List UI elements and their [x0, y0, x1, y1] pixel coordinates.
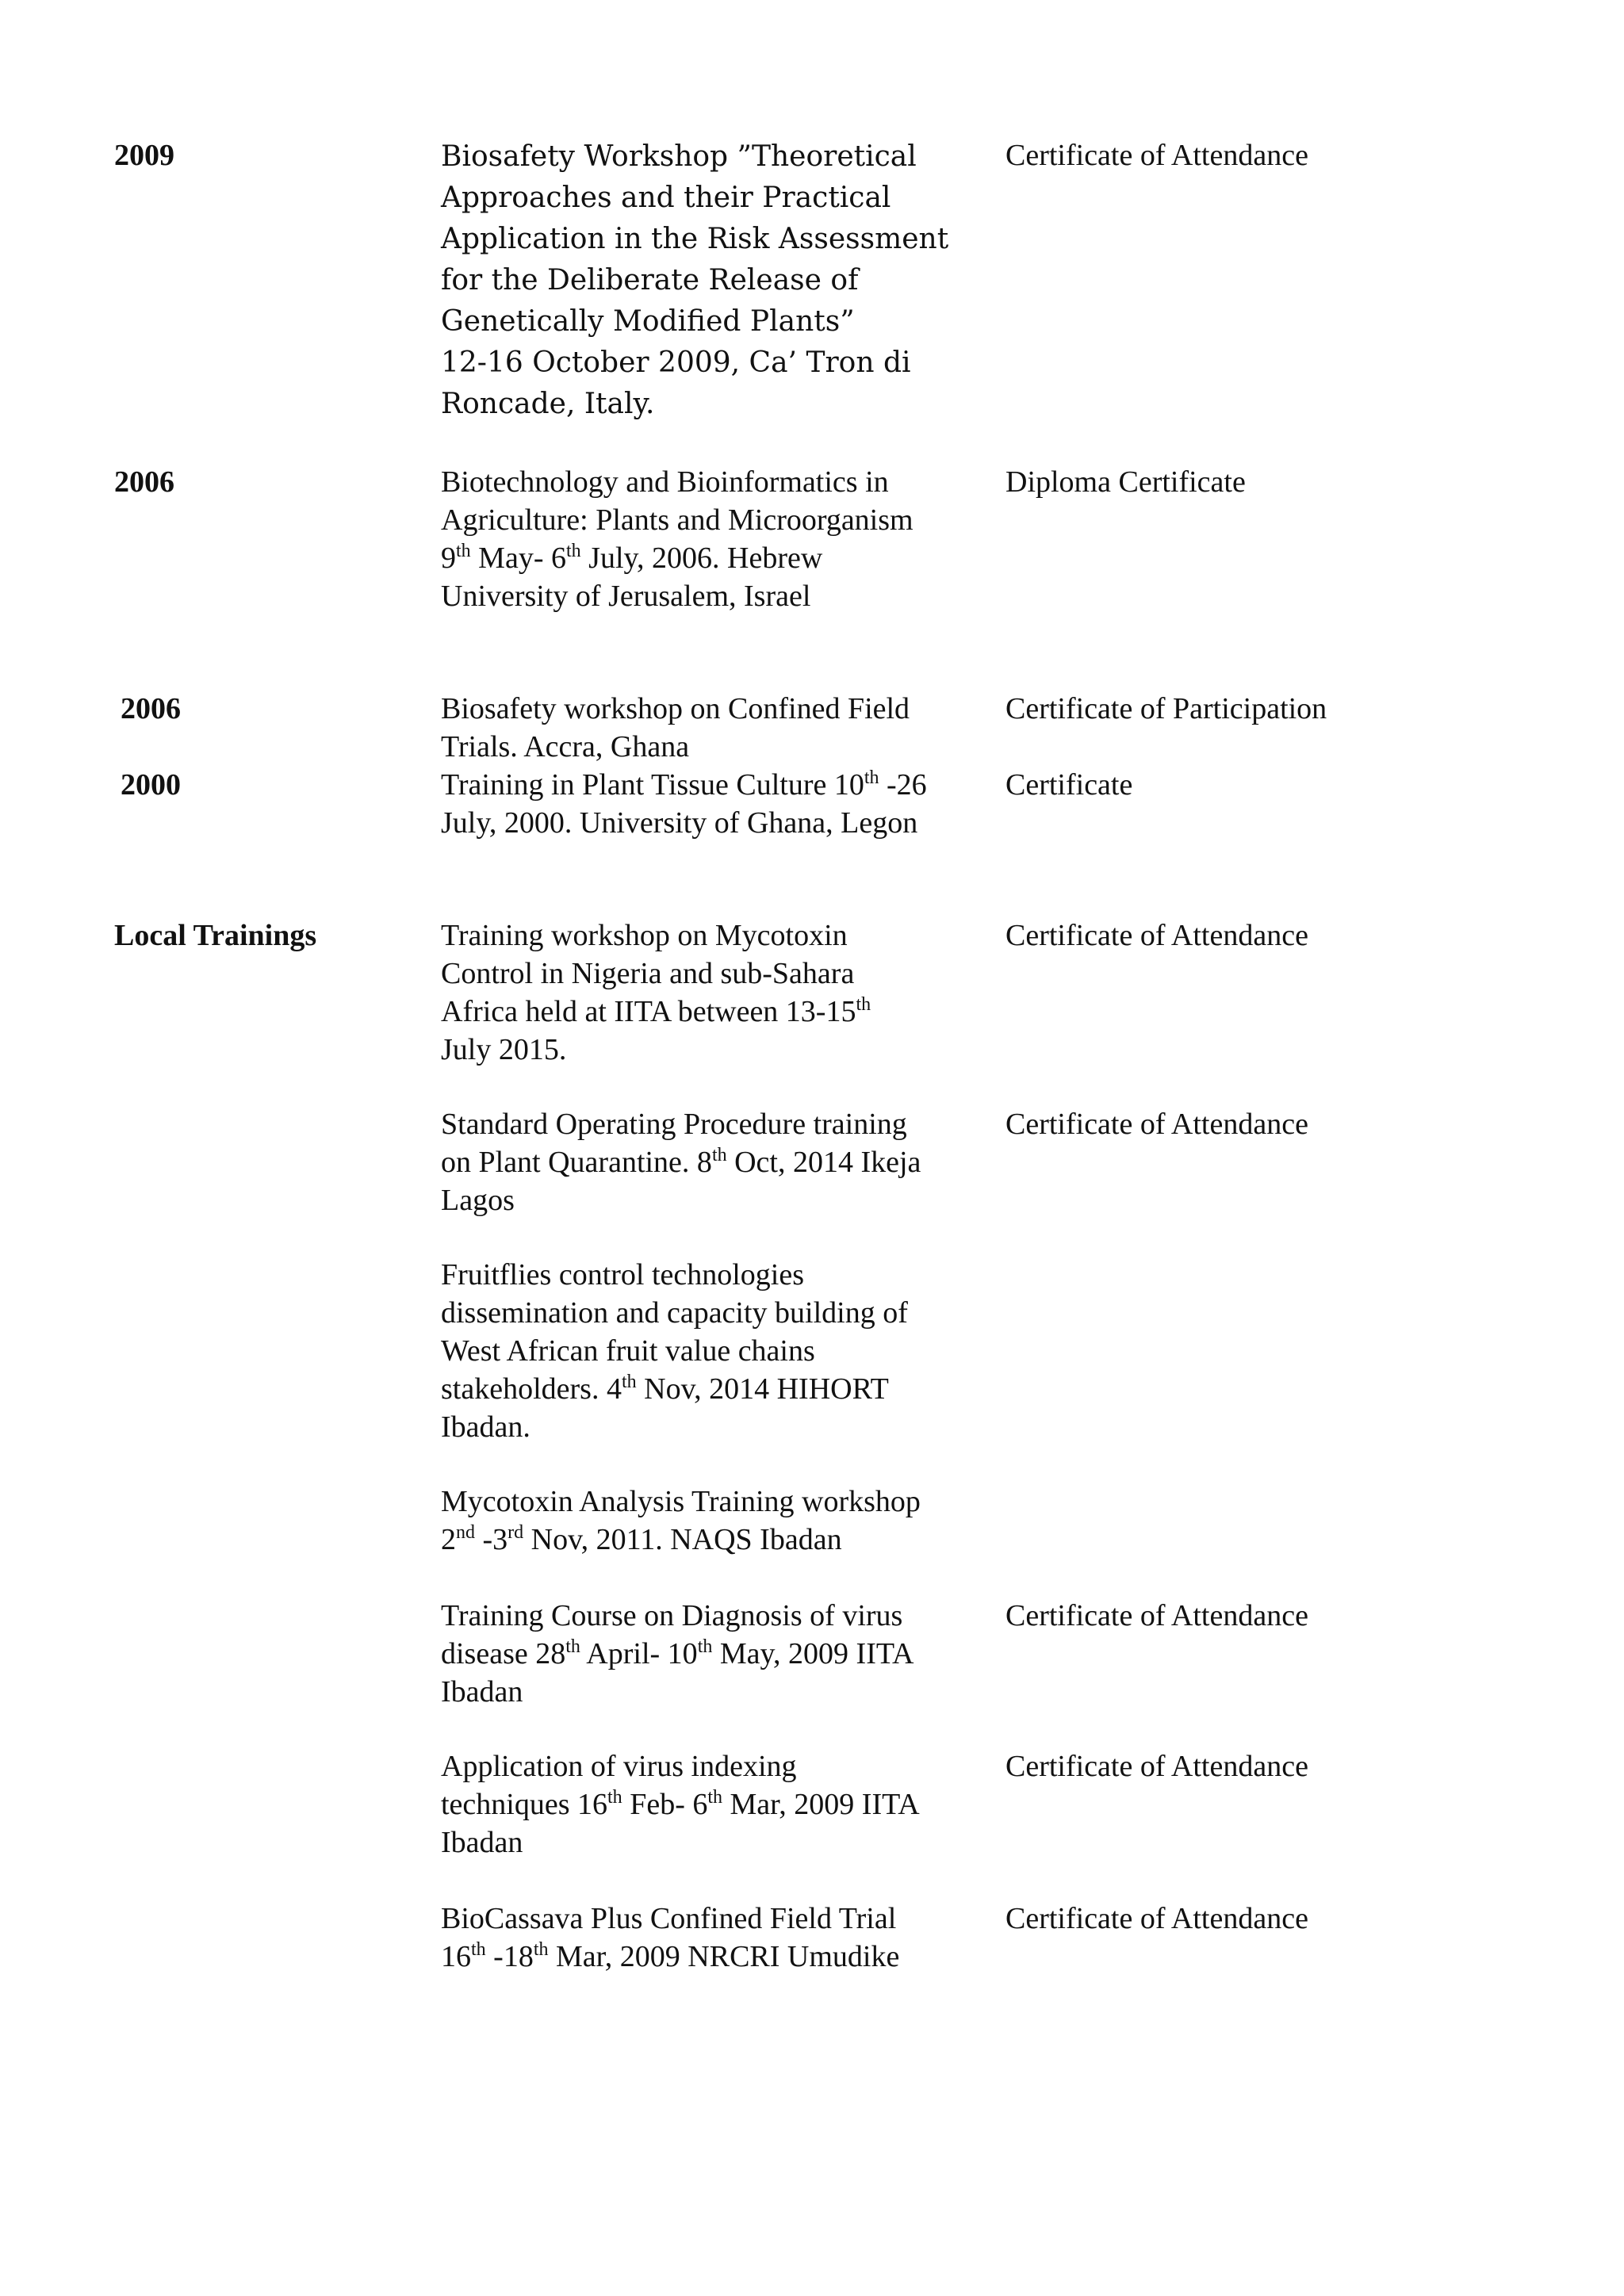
description-line: Roncade, Italy. — [441, 388, 655, 420]
description-line: 16th -18th Mar, 2009 NRCRI Umudike — [441, 1939, 900, 1973]
description-line: stakeholders. 4th Nov, 2014 HIHORT — [441, 1372, 889, 1406]
description-line: Training Course on Diagnosis of virus — [441, 1599, 903, 1632]
description-line: Trials. Accra, Ghana — [441, 730, 690, 763]
description-line: Fruitflies control technologies — [441, 1258, 805, 1292]
training-award: Certificate of Attendance — [1005, 919, 1308, 952]
training-year: 2009 — [114, 139, 174, 172]
training-description — [441, 1105, 988, 1219]
training-award: Certificate of Attendance — [1005, 1902, 1308, 1935]
description-line: Application of virus indexing — [441, 1750, 797, 1783]
training-description — [441, 766, 988, 842]
description-line: Training workshop on Mycotoxin — [441, 919, 848, 952]
local-trainings-heading: Local Trainings — [114, 919, 317, 952]
training-year: 2000 — [121, 768, 181, 802]
description-line: Agriculture: Plants and Microorganism — [441, 503, 914, 537]
description-line: Mycotoxin Analysis Training workshop — [441, 1485, 921, 1518]
training-description — [441, 690, 988, 766]
training-year: 2006 — [114, 465, 174, 499]
description-line: University of Jerusalem, Israel — [441, 580, 811, 613]
training-description — [441, 916, 988, 1069]
description-line: Ibadan. — [441, 1410, 530, 1444]
training-award: Certificate of Participation — [1005, 692, 1327, 725]
training-award: Certificate of Attendance — [1005, 1750, 1308, 1783]
description-line: 12-16 October 2009, Ca’ Tron di — [441, 346, 911, 379]
training-description — [441, 1747, 988, 1862]
description-line: 2nd -3rd Nov, 2011. NAQS Ibadan — [441, 1522, 842, 1556]
description-line: dissemination and capacity building of — [441, 1296, 908, 1330]
description-line: Biosafety Workshop ”Theoretical — [441, 140, 917, 173]
training-description — [441, 1597, 988, 1711]
description-line: BioCassava Plus Confined Field Trial — [441, 1902, 897, 1935]
description-line: West African fruit value chains — [441, 1334, 815, 1368]
description-line: Africa held at IITA between 13-15th — [441, 994, 871, 1028]
description-line: for the Deliberate Release of — [441, 264, 859, 297]
description-line: July, 2000. University of Ghana, Legon — [441, 806, 918, 840]
description-line: 9th May- 6th July, 2006. Hebrew — [441, 541, 823, 575]
training-award: Certificate of Attendance — [1005, 1108, 1308, 1141]
description-line: Application in the Risk Assessment — [441, 223, 949, 255]
description-line: techniques 16th Feb- 6th Mar, 2009 IITA — [441, 1787, 920, 1821]
description-line: Ibadan — [441, 1675, 523, 1709]
description-line: Biosafety workshop on Confined Field — [441, 692, 910, 725]
description-line: Training in Plant Tissue Culture 10th -26 — [441, 767, 927, 802]
training-award: Certificate — [1005, 768, 1133, 802]
training-description — [441, 1900, 988, 1976]
training-description — [441, 136, 988, 425]
description-line: Ibadan — [441, 1826, 523, 1859]
description-line: Lagos — [441, 1184, 515, 1217]
training-award: Certificate of Attendance — [1005, 1599, 1308, 1632]
description-line: Genetically Modified Plants” — [441, 305, 855, 338]
description-line: Standard Operating Procedure training — [441, 1108, 907, 1141]
training-description — [441, 1483, 988, 1559]
description-line: disease 28th April- 10th May, 2009 IITA — [441, 1636, 914, 1670]
training-award: Diploma Certificate — [1005, 465, 1246, 499]
training-description — [441, 463, 988, 615]
training-award: Certificate of Attendance — [1005, 139, 1308, 172]
description-line: July 2015. — [441, 1033, 567, 1066]
description-line: Biotechnology and Bioinformatics in — [441, 465, 889, 499]
training-year: 2006 — [121, 692, 181, 725]
description-line: on Plant Quarantine. 8th Oct, 2014 Ikeja — [441, 1145, 921, 1179]
training-description — [441, 1256, 988, 1446]
description-line: Control in Nigeria and sub-Sahara — [441, 957, 855, 990]
description-line: Approaches and their Practical — [441, 182, 891, 214]
